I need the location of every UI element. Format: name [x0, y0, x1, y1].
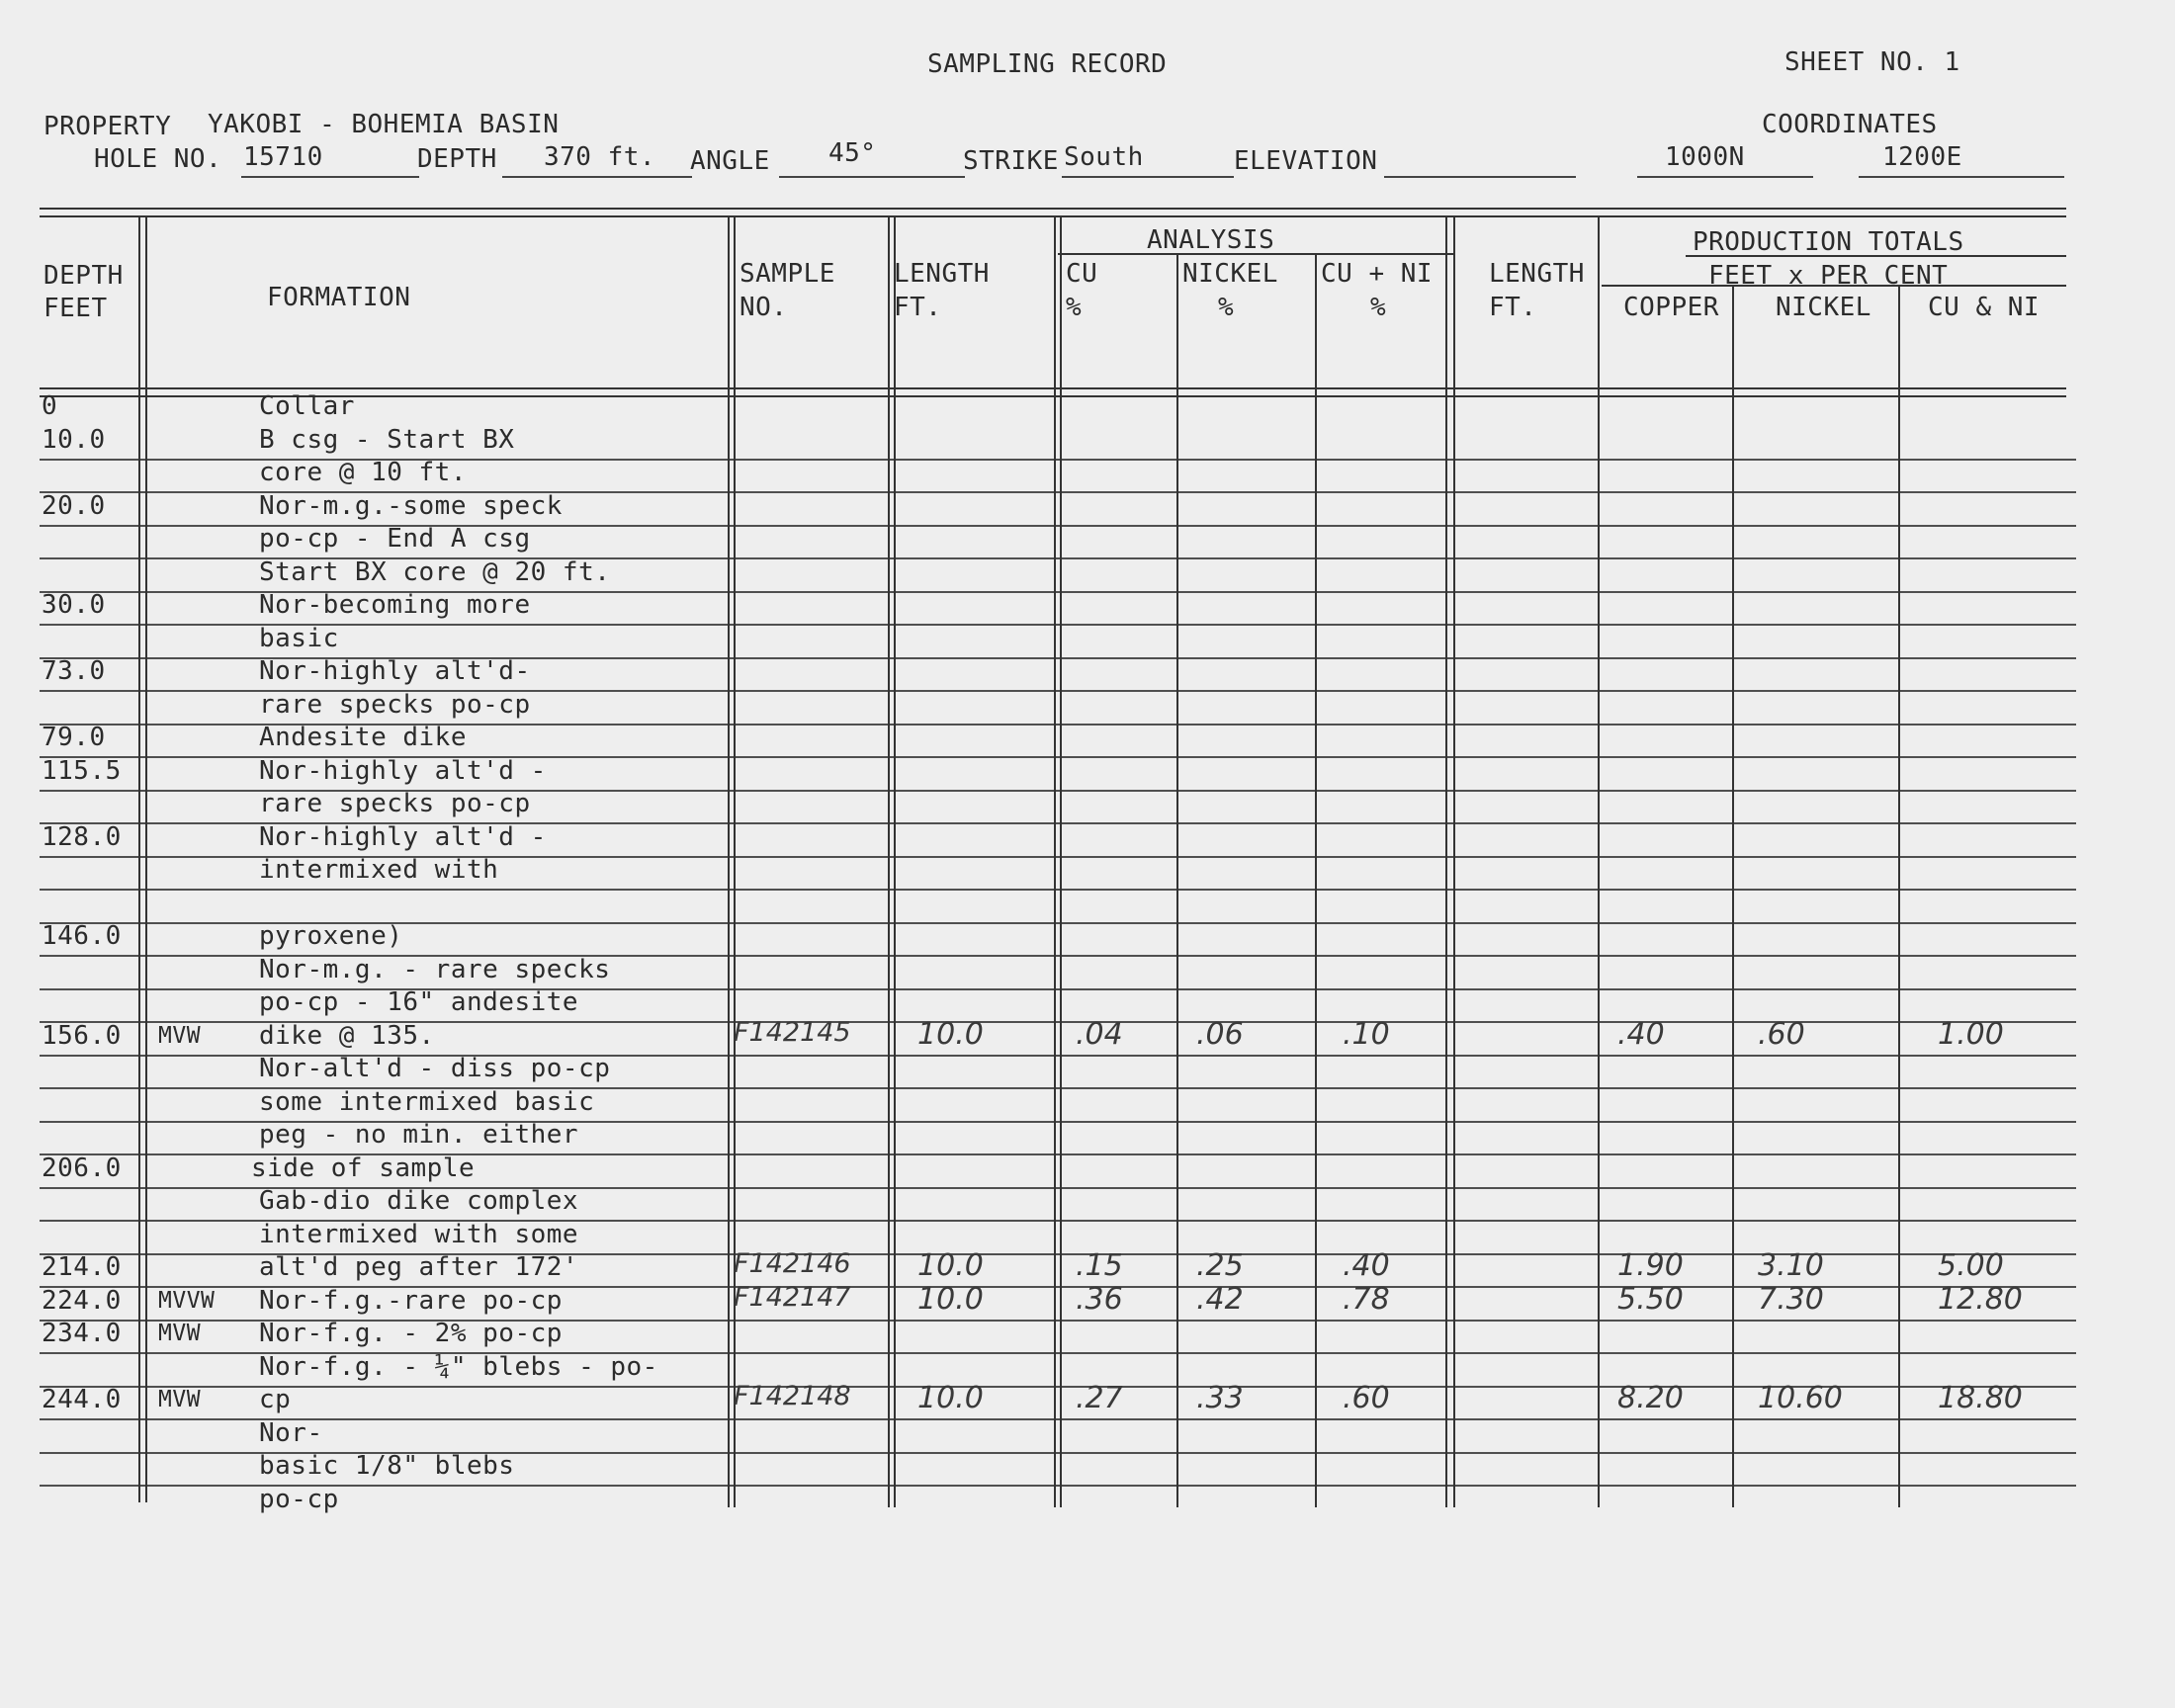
- formation-line: intermixed with some: [259, 1220, 579, 1249]
- analysis-header: ANALYSIS: [1147, 225, 1275, 255]
- formation-line: Nor-becoming more: [259, 590, 531, 620]
- grid-line: [1054, 215, 1056, 1507]
- cuni-header: CU + NI: [1321, 259, 1434, 289]
- grid-line: [728, 215, 730, 1507]
- sample-length: 10.0: [917, 1282, 984, 1317]
- length-unit-header: FT.: [894, 293, 942, 322]
- property-value: YAKOBI - BOHEMIA BASIN: [208, 110, 560, 139]
- cu-percent: .36: [1076, 1282, 1123, 1317]
- nickel-total: 3.10: [1758, 1248, 1824, 1283]
- copper-total: 8.20: [1617, 1381, 1684, 1415]
- depth-value: 115.5: [42, 756, 122, 786]
- sample-number: F142146: [734, 1248, 851, 1279]
- formation-line: Nor-highly alt'd-: [259, 656, 531, 686]
- sample-code: MVVW: [158, 1288, 216, 1314]
- depth-unit-header: FEET: [44, 294, 108, 323]
- depth-value: 0: [42, 391, 58, 421]
- nickel-percent: .06: [1196, 1017, 1244, 1052]
- formation-line: Gab-dio dike complex: [259, 1186, 579, 1216]
- depth-value: 206.0: [42, 1153, 122, 1183]
- cu-ni-percent: .60: [1343, 1381, 1390, 1415]
- depth-value: 20.0: [42, 491, 106, 521]
- grid-line: [40, 1418, 2076, 1420]
- grid-line: [1060, 215, 1062, 1507]
- nickel-percent: .42: [1196, 1282, 1244, 1317]
- grid-line: [888, 215, 890, 1507]
- copper-total: 1.90: [1617, 1248, 1684, 1283]
- elevation-label: ELEVATION: [1234, 146, 1378, 176]
- sample-length: 10.0: [917, 1381, 984, 1415]
- coordinates-label: COORDINATES: [1762, 110, 1938, 139]
- nickel-percent: .25: [1196, 1248, 1244, 1283]
- formation-line: peg - no min. either: [259, 1120, 579, 1150]
- cu-ni-total: 5.00: [1938, 1248, 2004, 1283]
- cu-ni-total-header: CU & NI: [1928, 293, 2041, 322]
- nickel-total-header: NICKEL: [1776, 293, 1871, 322]
- formation-line: cp: [259, 1385, 292, 1414]
- formation-line: B csg - Start BX: [259, 425, 515, 455]
- grid-line: [1453, 215, 1455, 1507]
- depth-value: 224.0: [42, 1286, 122, 1316]
- cu-ni-percent: .78: [1343, 1282, 1390, 1317]
- depth-value: 146.0: [42, 921, 122, 951]
- length-header: LENGTH: [894, 259, 990, 289]
- formation-line: some intermixed basic: [259, 1087, 595, 1117]
- formation-line: side of sample: [251, 1153, 476, 1183]
- sheet-number: SHEET NO. 1: [1784, 47, 1960, 77]
- formation-line: basic 1/8" blebs: [259, 1451, 515, 1481]
- length2-header: LENGTH: [1489, 259, 1585, 289]
- grid-line: [1598, 215, 1600, 1507]
- formation-line: po-cp - 16" andesite: [259, 987, 579, 1017]
- grid-line: [40, 208, 2066, 210]
- cu-ni-percent: .10: [1343, 1017, 1390, 1052]
- grid-line: [138, 215, 140, 1502]
- coordinate-east: 1200E: [1882, 142, 1962, 172]
- cu-unit-header: %: [1066, 293, 1083, 322]
- formation-line: Nor-f.g. - 2% po-cp: [259, 1319, 563, 1348]
- sample-code: MVW: [158, 1321, 202, 1346]
- production-totals-header: PRODUCTION TOTALS: [1693, 227, 1964, 257]
- formation-line: Nor-: [259, 1418, 323, 1448]
- cuni-unit-header: %: [1370, 293, 1387, 322]
- nickel-total: .60: [1758, 1017, 1805, 1052]
- nickel-unit-header: %: [1218, 293, 1235, 322]
- depth-value: 79.0: [42, 723, 106, 752]
- grid-line: [40, 624, 2076, 626]
- depth-value: 234.0: [42, 1319, 122, 1348]
- grid-line: [40, 1485, 2076, 1487]
- formation-line: Andesite dike: [259, 723, 467, 752]
- cu-ni-total: 12.80: [1938, 1282, 2023, 1317]
- length2-unit-header: FT.: [1489, 293, 1537, 322]
- strike-value: South: [1064, 142, 1144, 172]
- depth-value: 156.0: [42, 1021, 122, 1051]
- sample-length: 10.0: [917, 1017, 984, 1052]
- grid-line: [145, 215, 147, 1502]
- cu-header: CU: [1066, 259, 1098, 289]
- formation-line: Nor-m.g.-some speck: [259, 491, 563, 521]
- nickel-percent: .33: [1196, 1381, 1244, 1415]
- nickel-header: NICKEL: [1182, 259, 1278, 289]
- grid-line: [40, 215, 2066, 217]
- strike-label: STRIKE: [963, 146, 1059, 176]
- formation-header: FORMATION: [267, 283, 411, 312]
- depth-value: 10.0: [42, 425, 106, 455]
- depth-value: 73.0: [42, 656, 106, 686]
- grid-line: [894, 215, 896, 1507]
- formation-line: basic: [259, 624, 339, 653]
- record-title: SAMPLING RECORD: [927, 49, 1168, 79]
- formation-line: alt'd peg after 172': [259, 1252, 579, 1282]
- grid-line: [734, 215, 736, 1507]
- formation-line: pyroxene): [259, 921, 403, 951]
- formation-line: core @ 10 ft.: [259, 458, 467, 487]
- grid-line: [1898, 285, 1900, 1507]
- nickel-total: 7.30: [1758, 1282, 1824, 1317]
- grid-line: [1315, 253, 1317, 1507]
- sample-no-header: NO.: [740, 293, 788, 322]
- sample-length: 10.0: [917, 1248, 984, 1283]
- property-label: PROPERTY: [44, 112, 172, 141]
- cu-ni-total: 18.80: [1938, 1381, 2023, 1415]
- depth-value: 30.0: [42, 590, 106, 620]
- angle-value: 45°: [828, 138, 877, 168]
- copper-header: COPPER: [1623, 293, 1719, 322]
- formation-line: po-cp - End A csg: [259, 524, 531, 554]
- depth-value: 370 ft.: [544, 142, 656, 172]
- grid-line: [1176, 253, 1178, 1507]
- sample-number: F142145: [734, 1017, 851, 1048]
- formation-line: dike @ 135.: [259, 1021, 435, 1051]
- hole-no-label: HOLE NO.: [94, 144, 222, 174]
- formation-line: Nor-m.g. - rare specks: [259, 955, 611, 984]
- grid-line: [1732, 285, 1734, 1507]
- hole-no-value: 15710: [243, 142, 323, 172]
- formation-line: rare specks po-cp: [259, 789, 531, 818]
- grid-line: [1445, 215, 1447, 1507]
- depth-header: DEPTH: [44, 261, 124, 291]
- formation-line: Nor-f.g. - ¼" blebs - po-: [259, 1352, 658, 1382]
- formation-line: Nor-highly alt'd -: [259, 822, 547, 852]
- formation-line: Nor-highly alt'd -: [259, 756, 547, 786]
- cu-percent: .27: [1076, 1381, 1123, 1415]
- formation-line: rare specks po-cp: [259, 690, 531, 720]
- grid-line: [40, 889, 2076, 891]
- cu-percent: .04: [1076, 1017, 1123, 1052]
- copper-total: .40: [1617, 1017, 1665, 1052]
- depth-value: 214.0: [42, 1252, 122, 1282]
- nickel-total: 10.60: [1758, 1381, 1843, 1415]
- depth-value: 244.0: [42, 1385, 122, 1414]
- sample-header: SAMPLE: [740, 259, 835, 289]
- cu-ni-total: 1.00: [1938, 1017, 2004, 1052]
- sample-code: MVW: [158, 1023, 202, 1049]
- depth-label: DEPTH: [417, 144, 497, 174]
- copper-total: 5.50: [1617, 1282, 1684, 1317]
- formation-line: Start BX core @ 20 ft.: [259, 557, 611, 587]
- sample-code: MVW: [158, 1387, 202, 1412]
- angle-label: ANGLE: [690, 146, 770, 176]
- sample-number: F142148: [734, 1381, 851, 1411]
- sample-number: F142147: [734, 1282, 851, 1313]
- formation-line: po-cp: [259, 1485, 339, 1514]
- formation-line: Collar: [259, 391, 355, 421]
- cu-ni-percent: .40: [1343, 1248, 1390, 1283]
- coordinate-north: 1000N: [1665, 142, 1745, 172]
- formation-line: Nor-f.g.-rare po-cp: [259, 1286, 563, 1316]
- cu-percent: .15: [1076, 1248, 1123, 1283]
- formation-line: Nor-alt'd - diss po-cp: [259, 1054, 611, 1083]
- formation-line: intermixed with: [259, 855, 499, 885]
- feet-per-cent-header: FEET x PER CENT: [1708, 261, 1949, 291]
- depth-value: 128.0: [42, 822, 122, 852]
- grid-line: [40, 387, 2066, 389]
